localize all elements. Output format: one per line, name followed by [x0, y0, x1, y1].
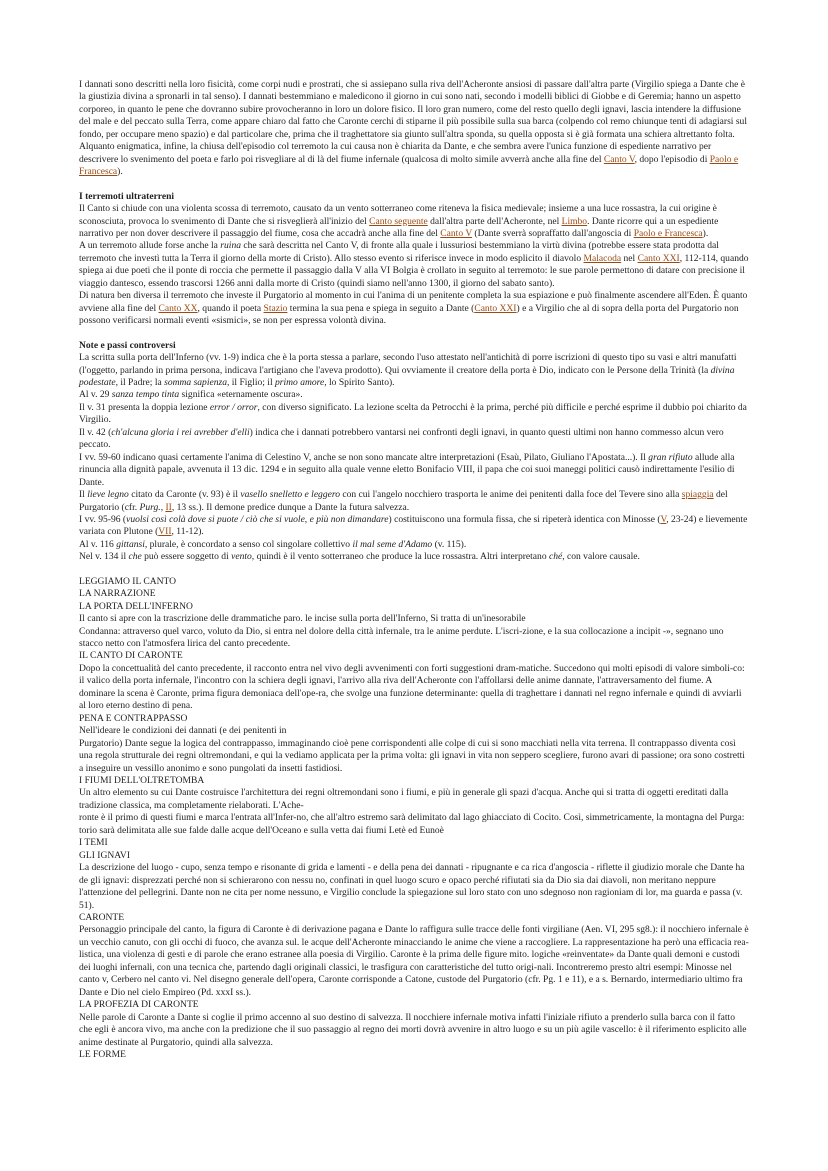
link-canto-v[interactable]: Canto V [440, 227, 473, 239]
contrappasso-paragraph-2: Purgatorio) Dante segue la logica del contrappasso, immaginando cioè pene corrispondenti alle colpe di cui si sono macchiati nella vita terrena. Il contrappasso diventa così una regola strutturale dei regni oltremondani, e qui la vediamo applicata per la prima volta: gli ignavi in vita non seppero scegliere, furono avari di passione; ora sono costretti a inseguire un vessillo anonimo e sono pungolati da insetti fastidiosi. [79, 737, 745, 774]
link-canto-xx[interactable]: Canto XX [158, 302, 198, 314]
link-canto-v-minosse[interactable]: V [660, 513, 667, 525]
porta-paragraph-2: Condanna: attraverso quel varco, voluto da Dio, si entra nel dolore della città infernale, tra le anime perdute. L'iscri-zione, e la sua collocazione a incipit -», segnano uno stacco netto con l'atmosfera lirica del canto precedente. [79, 625, 724, 650]
heading-pena-e-contrappasso: PENA E CONTRAPPASSO [79, 712, 188, 724]
link-stazio[interactable]: Stazio [263, 302, 288, 314]
porta-paragraph-1: Il canto si apre con la trascrizione delle drammatiche paro. le incise sulla porta dell'Inferno, Si tratta di un'inesorabile [79, 613, 526, 625]
link-paolo-e-francesca[interactable]: Paolo e Francesca [633, 227, 703, 239]
note-paragraph-5: I vv. 59-60 indicano quasi certamente l'anima di Celestino V, anche se non sono mancate altre interpretazioni (Esaù, Pilato, Giuliano l'Apostata...). Il gran rifiuto allude alla rinuncia alla dignità papale, avvenuta il 13 dic. 1294 e in seguito alla quale venne eletto Bonifacio VIII, il papa che coi suoi maneggi politici causò indirettamente l'esilio di Dante. [79, 451, 735, 488]
link-malacoda[interactable]: Malacoda [583, 252, 622, 264]
heading-la-narrazione: LA NARRAZIONE [79, 588, 156, 600]
section-heading-note: Note e passi controversi [79, 339, 176, 351]
note-paragraph-1: La scritta sulla porta dell'Inferno (vv. 1-9) indica che è la porta stessa a parlare, secondo l'uso attestato nell'antichità di porre iscrizioni di questo tipo su vasi e altri manufatti (l'oggetto, parlando in prima persona, indicava l'artigiano che l'aveva prodotto). Qui ovviamente il creatore della porta è Dio, indicato con le Persone della Trinità (la divina podestate, il Padre; la somma sapienza, il Figlio; il primo amore, lo Spirito Santo). [79, 352, 737, 388]
link-canto-seguente[interactable]: Canto seguente [369, 215, 428, 227]
note-paragraph-6: Il lieve legno citato da Caronte (v. 93) è il vasello snelletto e leggero con cui l'angelo nocchiero trasporta le anime dei penitenti dalla foce del Tevere sino alla spiaggia del Purgatorio (cfr. Purg., II, 13 ss.). Il demone predice dunque a Dante la futura salvezza. [79, 489, 728, 513]
terremoti-paragraph-2: A un terremoto allude forse anche la ruina che sarà descritta nel Canto V, di fronte alla quale i lussuriosi bestemmiano la virtù divina (potrebbe essere stata prodotta dal terremoto che investì tutta la Terra il giorno della morte di Cristo). Allo stesso evento si riferisce invece in modo esplicito il diavolo Malacoda nel Canto XXI, 112-114, quando spiega ai due poeti che il ponte di roccia che permette il passaggio dalla V alla VI Bolgia è crollato in seguito al terremoto: le sue parole permettono di datare con precisione il viaggio dantesco, essendo trascorsi 1266 anni dalla morte di Cristo (quindi siamo nell'anno 1300, il giorno del sabato santo). [79, 240, 749, 289]
link-canto-vii[interactable]: VII [158, 526, 172, 538]
caronte-canto-paragraph: Dopo la concettualità del canto precedente, il racconto entra nel vivo degli avvenimenti con forti suggestioni dram-matiche. Succedono qui molti episodi di valore simboli-co: il valico della porta infernale, l'incontro con la schiera degli ignavi, l'arrivo alla riva dell'Acheronte con l'affollarsi delle anime dannate, l'attraversamento del fiume. A dominare la scena è Caronte, prima figura demoniaca dell'ope-ra, che svolge una funzione determinante: quella di traghettare i dannati nel regno infernale e quindi di avviarli al loro eterno destino di pena. [79, 662, 745, 712]
link-paolo-e-francesca[interactable]: Paolo e Francesca [79, 153, 739, 178]
heading-la-profezia-di-caronte: LA PROFEZIA DI CARONTE [79, 999, 199, 1011]
link-limbo[interactable]: Limbo [561, 215, 588, 227]
ignavi-paragraph: La descrizione del luogo - cupo, senza tempo e risonante di grida e lamenti - e della pena dei dannati - ripugnante e ca rica d'angoscia - riflette il giudizio morale che Dante ha de gli ignavi: disprezzati perché non si schierarono con nessu no, confinati in quel luogo scuro e opaco perché rifiutati sia da Dio sia dai diavoli, non meritano neppure l'attenzione del pellegrini. Dante non ne cita per nome nessuno, e Virgilio conclude la spiegazione sul loro stato con uno sdegnoso non ragioniam di lor, ma guarda e passa (v. 51). [79, 862, 745, 911]
note-paragraph-9: Nel v. 134 il che può essere soggetto di vento, quindi è il vento sotterraneo che produce la luce rossastra. Altri interpretano ché, con valore causale. [79, 551, 640, 563]
intro-paragraph: I dannati sono descritti nella loro fisicità, come corpi nudi e prostrati, che si assiepano sulla riva dell'Acheronte ansiosi di passare dall'altra parte (Virgilio spiega a Dante che è la giustizia divina a spronarli in tal senso). I dannati bestemmiano e maledicono il giorno in cui sono nati, secondo i modelli biblici di Giobbe e di Geremia; hanno un aspetto corporeo, in quanto le pene che dovranno subire provocheranno in loro un dolore fisico. Il loro gran numero, come del resto quello degli ignavi, lascia intendere la diffusione del male e del peccato sulla Terra, come appare chiaro dal fatto che Caronte cerchi di stiparne il più possibile sulla sua barca (colpendo col remo chiunque tenti di adagiarsi sul fondo, per occupare meno spazio) e dal particolare che, prima che il traghettatore sia giunto sull'altra sponda, su quella opposta si è già formata una schiera altrettanto folta. Alquanto enigmatica, infine, la chiusa dell'episodio col terremoto la cui causa non è chiarita da Dante, e che sembra avere l'unica funzione di espediente narrativo per descrivere lo svenimento del poeta e farlo poi risvegliare al di là del fiume infernale (qualcosa di molto simile avverrà anche alla fine del Canto V, dopo l'episodio di Paolo e Francesca). [79, 79, 747, 178]
note-paragraph-3: Il v. 31 presenta la doppia lezione error / orror, con diverso significato. La lezione scelta da Petrocchi è la prima, perché più difficile e perché esprime il dubbio poi chiarito da Virgilio. [79, 401, 747, 426]
link-spiaggia[interactable]: spiaggia [681, 489, 714, 501]
document-page [79, 79, 749, 1061]
terremoti-paragraph-1: Il Canto si chiude con una violenta scossa di terremoto, causato da un vento sotterraneo come riteneva la fisica medievale; insieme a una luce rossastra, la cui origine è sconosciuta, provoca lo svenimento di Dante che si risveglierà all'inizio del Canto seguente dall'altra parte dell'Acheronte, nel Limbo. Dante ricorre qui a un espediente narrativo per non dover descrivere il passaggio del fiume, cosa che accadrà anche alla fine del Canto V (Dante sverrà sopraffatto dall'angoscia di Paolo e Francesca). [79, 203, 719, 239]
note-paragraph-2: Al v. 29 sanza tempo tinta significa «eternamente oscura». [79, 389, 303, 401]
section-heading-terremoti: I terremoti ultraterreni [79, 190, 175, 202]
heading-caronte: CARONTE [79, 912, 125, 923]
fiumi-paragraph-1: Un altro elemento su cui Dante costruisce l'architettura dei regni oltremondani sono i fiumi, e più in generale gli spazi d'acqua. Anche qui si tratta di oggetti ereditati dalla tradizione classica, ma completamente rielaborati. L'Ache- [79, 787, 729, 811]
link-purg-ii[interactable]: II [165, 501, 172, 513]
note-paragraph-7: I vv. 95-96 (vuolsi così colà dove si puote / ciò che si vuole, e più non dimandare) costituiscono una formula fissa, che si ripeterà identica con Minosse (V, 23-24) e lievemente variata con Plutone (VII, 11-12). [79, 513, 748, 538]
heading-le-forme: LE FORME [79, 1048, 126, 1060]
link-canto-v[interactable]: Canto V [603, 153, 635, 165]
link-canto-xxi[interactable]: Canto XXI [474, 302, 517, 314]
note-paragraph-4: Il v. 42 (ch'alcuna gloria i rei avrebber d'elli) indica che i dannati potrebbero vantarsi nei confronti degli ignavi, in quanto questi ultimi non hanno commesso alcun vero peccato. [79, 426, 724, 451]
heading-i-fiumi-dell-oltretomba: I FIUMI DELL'OLTRETOMBA [79, 775, 205, 787]
heading-leggiamo-il-canto: LEGGIAMO IL CANTO [79, 575, 177, 587]
heading-la-porta-dell-inferno: LA PORTA DELL'INFERNO [79, 600, 193, 612]
caronte-paragraph: Personaggio principale del canto, la figura di Caronte è di derivazione pagana e Dante lo raffigura sulle tracce delle fonti virgiliane (Aen. VI, 295 sg8.): il nocchiero infernale è un vecchio canuto, con gli occhi di fuoco, che avanza sul. le acque dell'Acheronte minacciando le anime che viene a raccogliere. La rappresentazione ha però una efficacia rea-listica, una violenza di gesti e di parole che erano estranee alla poesia di Virgilio. Caronte è la prima delle figure mito. logiche «reinventate» da Dante quali demoni e custodi dei luoghi infernali, con una tecnica che, partendo dagli originali classici, le trasfigura con caratteristiche del tutto origi-nali. Incontreremo presto altri esempi: Minosse nel canto v, Cerbero nel canto vi. Nel disegno generale dell'opera, Caronte corrisponde a Catone, custode del Purgatorio (cfr. Pg. 1 e 11), e a s. Bernardo, intermediario ultimo fra Dante e Dio nel cielo Empireo (Pd. xxxI ss.). [79, 924, 749, 998]
fiumi-paragraph-2: ronte è il primo di questi fiumi e marca l'entrata all'Infer-no, che all'altro estremo sarà delimitato dal lago ghiacciato di Cocito. Così, simmetricamente, la montagna del Purga: torio sarà delimitata alle sue falde dalle acque dell'Oceano e sulla vetta dai fiumi Letè ed Eunoè [79, 812, 745, 836]
heading-gli-ignavi: GLI IGNAVI [79, 849, 130, 861]
link-canto-xxi[interactable]: Canto XXI [637, 252, 680, 264]
heading-i-temi: I TEMI [79, 837, 108, 849]
terremoti-paragraph-3: Di natura ben diversa il terremoto che investe il Purgatorio al momento in cui l'anima di un penitente completa la sua espiazione e può finalmente ascendere all'Eden. È quanto avviene alla fine del Canto XX, quando il poeta Stazio termina la sua pena e spiega in seguito a Dante (Canto XXI) e a Virgilio che al di sopra della porta del Purgatorio non possono verificarsi normali eventi «sismici», se non per espressa volontà divina. [79, 290, 748, 327]
heading-il-canto-di-caronte: IL CANTO DI CARONTE [79, 650, 183, 662]
profezia-paragraph: Nelle parole di Caronte a Dante si coglie il primo accenno al suo destino di salvezza. Il nocchiere infernale motiva infatti l'iniziale rifiuto a prenderlo sulla barca con il fatto che egli è ancora vivo, ma anche con la predizione che il suo passaggio al regno dei morti dovrà avvenire in altro luogo e su un più agile vascello: è il riferimento esplicito alle anime destinate al Purgatorio, quindi alla salvezza. [79, 1011, 747, 1048]
contrappasso-paragraph-1: Nell'ideare le condizioni dei dannati (e dei penitenti in [79, 725, 287, 737]
note-paragraph-8: Al v. 116 gittansi, plurale, è concordato a senso col singolare collettivo il mal seme d'Adamo (v. 115). [79, 538, 467, 550]
